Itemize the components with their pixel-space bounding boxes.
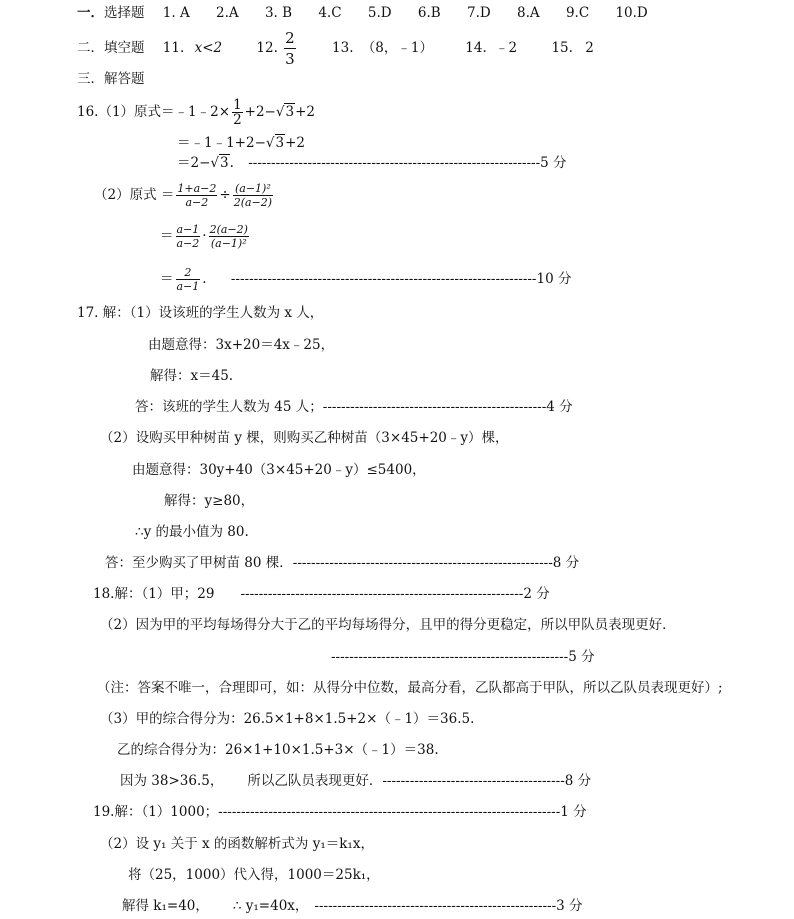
- q17-line-5: （2）设购买甲种树苗 y 棵，则购买乙种树苗（3×45+20﹣y）棵，: [100, 430, 509, 446]
- fraction: $\frac{1+a-2}{a-2}$: [177, 182, 217, 209]
- q19-line-2: （2）设 y₁ 关于 x 的函数解析式为 y₁＝k₁x，: [100, 836, 374, 852]
- q12-number: 12.: [256, 40, 278, 56]
- fraction: $\frac{\text{(a−1)²}}{2(a-2)}$: [233, 182, 273, 209]
- section-title: 解答题: [104, 71, 145, 87]
- answer-item: 10.D: [615, 5, 648, 21]
- answer-item: 2.A: [216, 5, 239, 21]
- q11-answer: x<2: [194, 40, 223, 56]
- score-marker: -------------------------------------------------------------------10 分: [230, 271, 572, 287]
- q17-line-6: 由题意得：30y+40（3×45+20﹣y）≤5400，: [132, 462, 426, 478]
- q17-line-4: 答：该班的学生人数为 45 人；-------------------------------------------------4 分: [135, 399, 573, 415]
- answer-item: 9.C: [565, 5, 590, 21]
- q13-number: 13.: [332, 40, 354, 56]
- sqrt-3: √3: [210, 155, 229, 171]
- answer-item: 7.D: [466, 5, 491, 21]
- sqrt-3: √3: [275, 104, 295, 120]
- q16-part2-line-2: ＝ $\frac{a-1}{a-2}$ · $\frac{2(a-2)}{\text{(a−1)²}}$: [160, 223, 248, 250]
- q15-answer: 2: [585, 40, 594, 56]
- fraction: $\frac{a-1}{a-2}$: [176, 223, 200, 250]
- q17-line-8: ∴y 的最小值为 80.: [135, 524, 249, 540]
- section-label: 一．: [77, 5, 104, 21]
- answer-item: 1. A: [162, 5, 190, 21]
- fraction: $\frac{2(a-2)}{\text{(a−1)²}}$: [209, 223, 248, 250]
- q17-line-3: 解得：x＝45.: [150, 368, 234, 384]
- q18-line-7: 因为 38>36.5， 所以乙队员表现更好．----------------------------------------8 分: [120, 773, 592, 789]
- half-fraction: $\frac{1}{2}$: [233, 97, 242, 128]
- q14-number: 14.: [465, 40, 487, 56]
- score-marker: --------------------------------------------------------------2 分: [240, 586, 550, 602]
- answer-item: 3. B: [264, 5, 293, 21]
- q18-line-1: 18.解：（1）甲；29 --------------------------------------------------------------2 分: [93, 586, 550, 602]
- answer-item: 5.D: [367, 5, 392, 21]
- section-title: 选择题: [104, 5, 145, 21]
- q17-line-1: 17. 解：（1）设该班的学生人数为 x 人，: [77, 305, 324, 321]
- section-label: 二．: [77, 40, 104, 56]
- answer-item: 8.A: [517, 5, 540, 21]
- q18-line-3: ----------------------------------------------------5 分: [331, 649, 595, 665]
- q13-answer: （8，﹣1）: [361, 40, 433, 56]
- answer-item: 4.C: [318, 5, 342, 21]
- q19-line-1: 19.解：（1）1000；---------------------------------------------------------------------------1 分: [93, 804, 587, 820]
- q15-number: 15.: [551, 40, 573, 56]
- q16-line-1: 16.（1）原式＝﹣1﹣2× $\frac{1}{2}$ +2−√3+2: [77, 97, 315, 128]
- section-label: 三．: [77, 71, 104, 87]
- section-title: 填空题: [104, 40, 145, 56]
- q17-line-2: 由题意得：3x+20＝4x﹣25，: [148, 337, 335, 353]
- score-marker: -----------------------------------------------------3 分: [314, 898, 583, 914]
- q16-line-3: ＝2−√3. ----------------------------------------------------------------5 分: [177, 155, 567, 171]
- fraction: $\frac{2}{a-1}$: [176, 266, 200, 293]
- q18-note: （注：答案不唯一，合理即可，如：从得分中位数，最高分看，乙队都高于甲队，所以乙队员表现更好）;: [97, 680, 723, 696]
- q16-part2-line-1: （2）原式 ＝ $\frac{1+a-2}{a-2}$ ÷ $\frac{\text{(a−1)²}}{2(a-2)}$: [94, 182, 273, 209]
- score-marker: ----------------------------------------------------------------5 分: [248, 155, 567, 171]
- q16-line-2: ＝﹣1﹣1+2−√3+2: [177, 135, 305, 151]
- q18-line-2: （2）因为甲的平均每场得分大于乙的平均每场得分，且甲的得分更稳定，所以甲队员表现更好．: [100, 617, 676, 633]
- q18-line-5: （3）甲的综合得分为：26.5×1+8×1.5+2×（﹣1）＝36.5.: [100, 711, 475, 727]
- answer-item: 6.B: [417, 5, 441, 21]
- section-choice: [77, 4, 648, 22]
- q19-line-4: 解得 k₁=40， ∴ y₁=40x， -----------------------------------------------------3 分: [122, 898, 583, 914]
- q17-line-9: 答：至少购买了甲树苗 80 棵．---------------------------------------------------------8 分: [105, 555, 580, 571]
- q16-part2-line-3: ＝ $\frac{2}{a-1}$ . -------------------------------------------------------------------10 分: [160, 266, 572, 293]
- q18-line-6: 乙的综合得分为：26×1+10×1.5+3×（﹣1）＝38.: [117, 742, 439, 758]
- q19-line-3: 将（25，1000）代入得，1000＝25k₁，: [128, 867, 380, 883]
- section-solve: [77, 70, 145, 88]
- q12-fraction: $\frac{2}{3}$: [285, 29, 295, 68]
- q14-answer: ﹣2: [495, 40, 518, 56]
- q11-number: 11.: [162, 40, 185, 56]
- sqrt-3: √3: [265, 135, 285, 151]
- section-fill: [77, 28, 594, 69]
- q17-line-7: 解得：y≥80，: [164, 493, 255, 509]
